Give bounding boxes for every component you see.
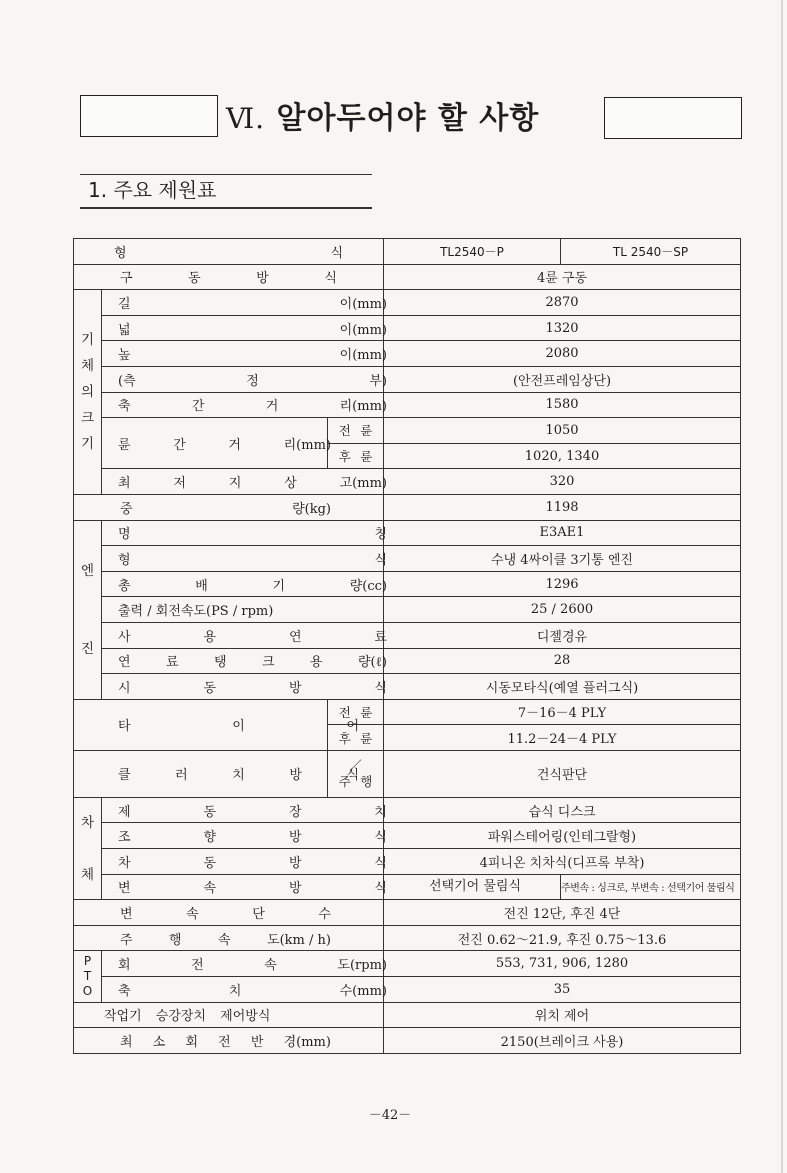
table-row <box>74 699 741 725</box>
model-p-cell: TL2540－P <box>384 239 561 265</box>
tread-front-value-cell: 1050 <box>384 418 741 444</box>
table-row <box>74 622 741 648</box>
clutch-sub: ／ 주 행 <box>328 750 384 797</box>
table-row <box>74 392 741 418</box>
table-row <box>74 264 741 290</box>
start-label-cell: 시 동 방 식 <box>102 674 384 700</box>
clutch-value-cell: 건식판단 <box>384 750 741 797</box>
table-row <box>74 1028 741 1054</box>
height-note-label-cell: (측 정 부) <box>102 366 384 392</box>
header-box-left <box>80 95 218 137</box>
table-row <box>74 674 741 700</box>
table-row <box>74 1002 741 1028</box>
diff-value-cell: 4피니온 치차식(디프록 부착) <box>384 849 741 875</box>
tread-front-sub: 전 륜 <box>328 418 384 444</box>
page-edge-shadow <box>781 0 783 1173</box>
output-label-cell: 출력 / 회전속도(PS / rpm) <box>102 597 384 623</box>
diff-label-cell: 차 동 방 식 <box>102 849 384 875</box>
shift-value-detail: 주변속 : 싱크로, 부변속 : 선택기어 물림식 <box>561 883 735 895</box>
type-label-cell: 형 식 <box>74 239 384 265</box>
group-engine: 엔 진 <box>74 520 102 699</box>
clutch-label-cell: 클 러 치 방 식 <box>74 750 328 797</box>
travel-label-cell: 주 행 속 도(km / h) <box>74 925 384 951</box>
tire-label-cell: 타 이 어 <box>74 699 328 750</box>
chapter-title <box>226 95 600 143</box>
pto-shaft-label-cell: 축 치 수(mm) <box>102 977 384 1003</box>
table-row <box>74 648 741 674</box>
turn-value-cell: 2150(브레이크 사용) <box>384 1028 741 1054</box>
steering-value-cell: 파워스테어링(인테그랄형) <box>384 823 741 849</box>
table-row <box>74 925 741 951</box>
section-rule-bottom <box>80 207 372 209</box>
table-row <box>74 571 741 597</box>
table-row <box>74 341 741 367</box>
tank-label-cell: 연 료 탱 크 용 량(ℓ) <box>102 648 384 674</box>
eng-type-value-cell: 수냉 4싸이클 3기통 엔진 <box>384 546 741 572</box>
brake-value-cell: 습식 디스크 <box>384 797 741 823</box>
group-pto: P T O <box>74 951 102 1002</box>
pto-rpm-label-cell: 회 전 속 도(rpm) <box>102 951 384 977</box>
table-row <box>74 494 741 520</box>
table-row <box>74 977 741 1003</box>
clearance-label-cell: 최 저 지 상 고(mm) <box>102 469 384 495</box>
weight-value-cell: 1198 <box>384 494 741 520</box>
width-label-cell: 넓 이(mm) <box>102 315 384 341</box>
speeds-label-cell: 변 속 단 수 <box>74 900 384 926</box>
drive-value-cell: 4륜 구동 <box>384 264 741 290</box>
model-sp-cell: TL 2540－SP <box>561 239 741 265</box>
displacement-value-cell: 1296 <box>384 571 741 597</box>
table-row <box>74 315 741 341</box>
tire-front-value-cell: 7－16－4 PLY <box>384 699 741 725</box>
drive-label-cell: 구 동 방 식 <box>74 264 384 290</box>
table-row <box>74 520 741 546</box>
height-label-cell: 높 이(mm) <box>102 341 384 367</box>
tire-rear-value-cell: 11.2－24－4 PLY <box>384 725 741 751</box>
tire-rear-sub: 후 륜 <box>328 725 384 751</box>
spec-table <box>73 238 741 1054</box>
page-number: －42－ <box>368 1108 412 1123</box>
steering-label-cell: 조 향 방 식 <box>102 823 384 849</box>
group-body-size: 기 체 의 크 기 <box>74 290 102 495</box>
table-row <box>74 597 741 623</box>
table-row <box>74 469 741 495</box>
chapter-title-text: 알아두어야 할 사항 <box>276 101 540 136</box>
table-row <box>74 418 741 444</box>
section-title: 1. 주요 제원표 <box>88 178 217 202</box>
eng-type-label-cell: 형 식 <box>102 546 384 572</box>
chapter-roman-numeral: Ⅵ. <box>226 102 266 135</box>
length-label-cell: 길 이(mm) <box>102 290 384 316</box>
eng-name-label-cell: 명 칭 <box>102 520 384 546</box>
start-value-cell: 시동모타식(예열 플러그식) <box>384 674 741 700</box>
tire-front-sub: 전 륜 <box>328 699 384 725</box>
table-row <box>74 874 741 900</box>
shift-label-cell: 변 속 방 식 <box>102 874 384 900</box>
tread-rear-value-cell: 1020, 1340 <box>384 443 741 469</box>
wheelbase-label-cell: 축 간 거 리(mm) <box>102 392 384 418</box>
eng-name-value-cell: E3AE1 <box>384 520 741 546</box>
pto-rpm-value-cell: 553, 731, 906, 1280 <box>384 951 741 977</box>
pto-shaft-value-cell: 35 <box>384 977 741 1003</box>
table-row <box>74 849 741 875</box>
group-chassis: 차 체 <box>74 797 102 899</box>
table-row <box>74 546 741 572</box>
hitch-value-cell: 위치 제어 <box>384 1002 741 1028</box>
table-row <box>74 951 741 977</box>
length-value-cell: 2870 <box>384 290 741 316</box>
header-box-right <box>604 97 742 139</box>
table-row <box>74 750 741 797</box>
tread-rear-sub: 후 륜 <box>328 443 384 469</box>
clutch-sub-mark: ／ <box>349 757 362 773</box>
tank-value-cell: 28 <box>384 648 741 674</box>
table-row <box>74 239 741 265</box>
height-note-value-cell: (안전프레임상단) <box>384 366 741 392</box>
fuel-label-cell: 사 용 연 료 <box>102 622 384 648</box>
table-row <box>74 823 741 849</box>
table-row <box>74 290 741 316</box>
table-row <box>74 366 741 392</box>
table-row <box>74 900 741 926</box>
wheelbase-value-cell: 1580 <box>384 392 741 418</box>
table-row <box>74 797 741 823</box>
tread-label-cell: 륜 간 거 리(mm) <box>102 418 328 469</box>
displacement-label-cell: 총 배 기 량(cc) <box>102 571 384 597</box>
shift-value-main: 선택기어 물림식 <box>390 875 561 899</box>
shift-value-cell <box>384 874 741 900</box>
height-value-cell: 2080 <box>384 341 741 367</box>
travel-value-cell: 전진 0.62～21.9, 후진 0.75～13.6 <box>384 925 741 951</box>
brake-label-cell: 제 동 장 치 <box>102 797 384 823</box>
turn-label-cell: 최 소 회 전 반 경(mm) <box>74 1028 384 1054</box>
output-value-cell: 25 / 2600 <box>384 597 741 623</box>
hitch-label-cell: 작업기 승강장치 제어방식 <box>74 1002 384 1028</box>
weight-label-cell: 중 량(kg) <box>74 494 384 520</box>
width-value-cell: 1320 <box>384 315 741 341</box>
fuel-value-cell: 디젤경유 <box>384 622 741 648</box>
speeds-value-cell: 전진 12단, 후진 4단 <box>384 900 741 926</box>
clearance-value-cell: 320 <box>384 469 741 495</box>
